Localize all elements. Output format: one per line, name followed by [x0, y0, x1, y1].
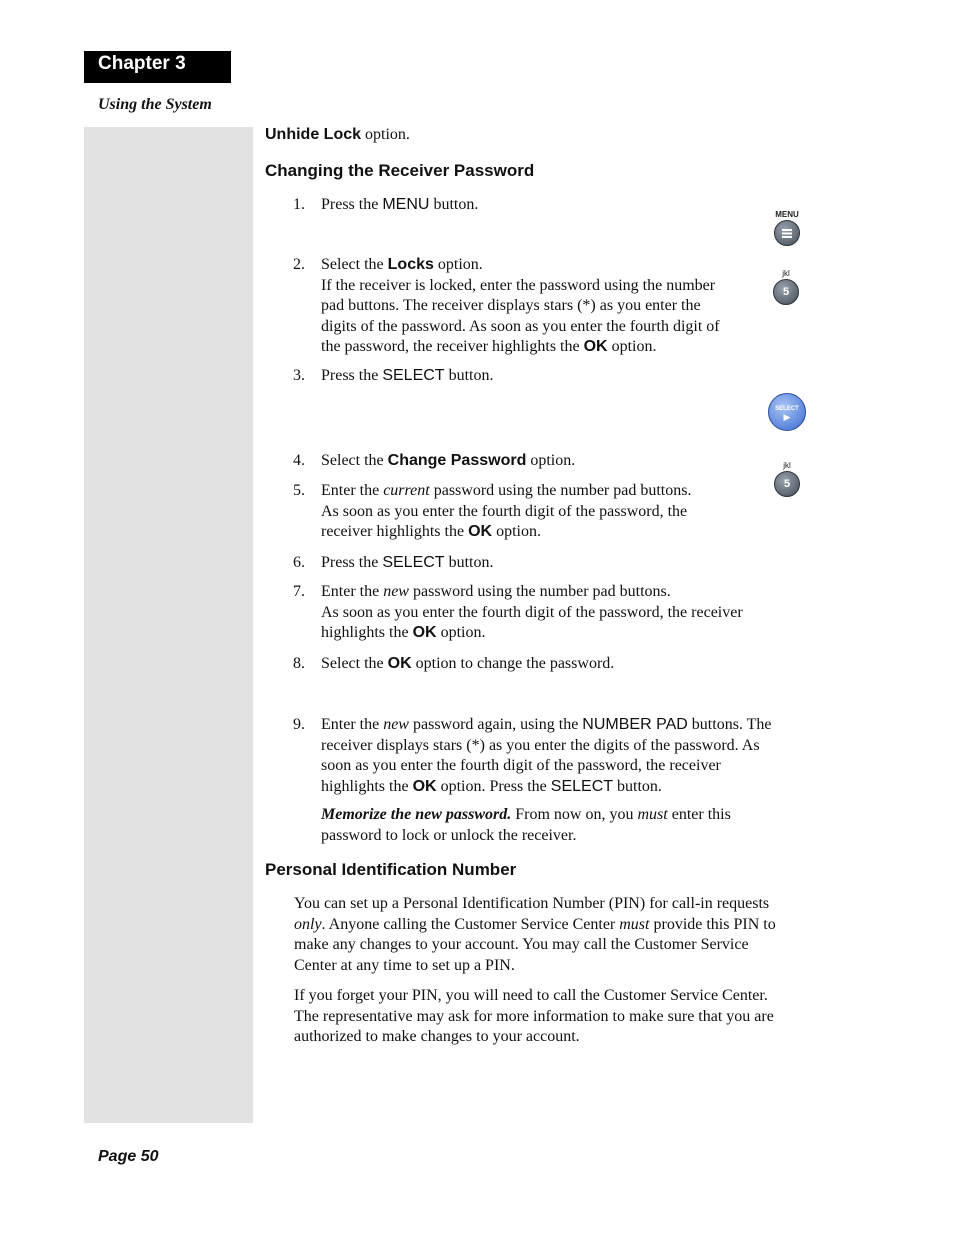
step-number: 9. — [293, 716, 305, 733]
section-heading-pin: Personal Identification Number — [265, 860, 517, 879]
intro-keyword: Unhide Lock — [265, 126, 362, 143]
chapter-label: Chapter 3 — [84, 51, 231, 83]
step-number: 6. — [293, 554, 305, 571]
menu-icon: MENU — [767, 210, 807, 246]
step-4-text: Select the Change Password option. — [321, 452, 576, 469]
step-8-text: Select the OK option to change the password. — [321, 655, 615, 672]
gray-sidebar — [84, 127, 253, 1123]
intro-rest: option. — [361, 126, 410, 143]
section-heading-password: Changing the Receiver Password — [265, 161, 535, 180]
step-number: 2. — [293, 256, 305, 273]
menu-keyword: MENU — [382, 196, 430, 213]
step-number: 8. — [293, 655, 305, 672]
page-number: Page 50 — [98, 1148, 159, 1165]
step-5-text: Enter the current password using the number pad buttons. As soon as you enter the fourth digit of the password, the receiver highlights the OK option. — [321, 482, 692, 540]
number-5-jkl-icon: jkl 5 — [767, 461, 807, 497]
number-5-jkl-icon: jkl 5 — [766, 269, 806, 305]
pin-paragraph-1: You can set up a Personal Identification Number (PIN) for call-in requests only. Anyone calling the Customer Service Center must provide this PIN to make any changes to your account. You may call the Customer Service Center at any time to set up a PIN. — [294, 895, 776, 974]
step-number: 3. — [293, 367, 305, 384]
select-icon: SELECT ▶ — [766, 393, 808, 431]
step-7-text: Enter the new password using the number pad buttons. As soon as you enter the fourth digit of the password, the receiver highlights the OK option. — [321, 583, 743, 641]
section-name: Using the System — [98, 96, 212, 113]
step-number: 5. — [293, 482, 305, 499]
step-3-text: Press the SELECT button. — [321, 367, 494, 384]
step-1-text: Press the MENU button. — [321, 196, 479, 213]
step-number: 1. — [293, 196, 305, 213]
step-number: 7. — [293, 583, 305, 600]
step-6-text: Press the SELECT button. — [321, 554, 494, 571]
step-number: 4. — [293, 452, 305, 469]
step-9-text: Enter the new password again, using the NUMBER PAD buttons. The receiver displays stars (*) as you enter the digits of the password. As soon as you enter the fourth digit of the password, the receiver highlights the OK option. Press the SELECT button. — [321, 716, 772, 795]
intro-line — [265, 125, 410, 146]
step-2-text: Select the Locks option. If the receiver is locked, enter the password using the number pad buttons. The receiver displays stars (*) as you enter the digits of the password. As soon as you enter the fourth digit of the password, the receiver highlights the OK option. — [321, 256, 720, 355]
pin-paragraph-2: If you forget your PIN, you will need to call the Customer Service Center. The representative may ask for more information to make sure that you are authorized to make changes to your account. — [294, 987, 774, 1045]
memorize-note: Memorize the new password. From now on, you must enter this password to lock or unlock the receiver. — [321, 806, 731, 844]
